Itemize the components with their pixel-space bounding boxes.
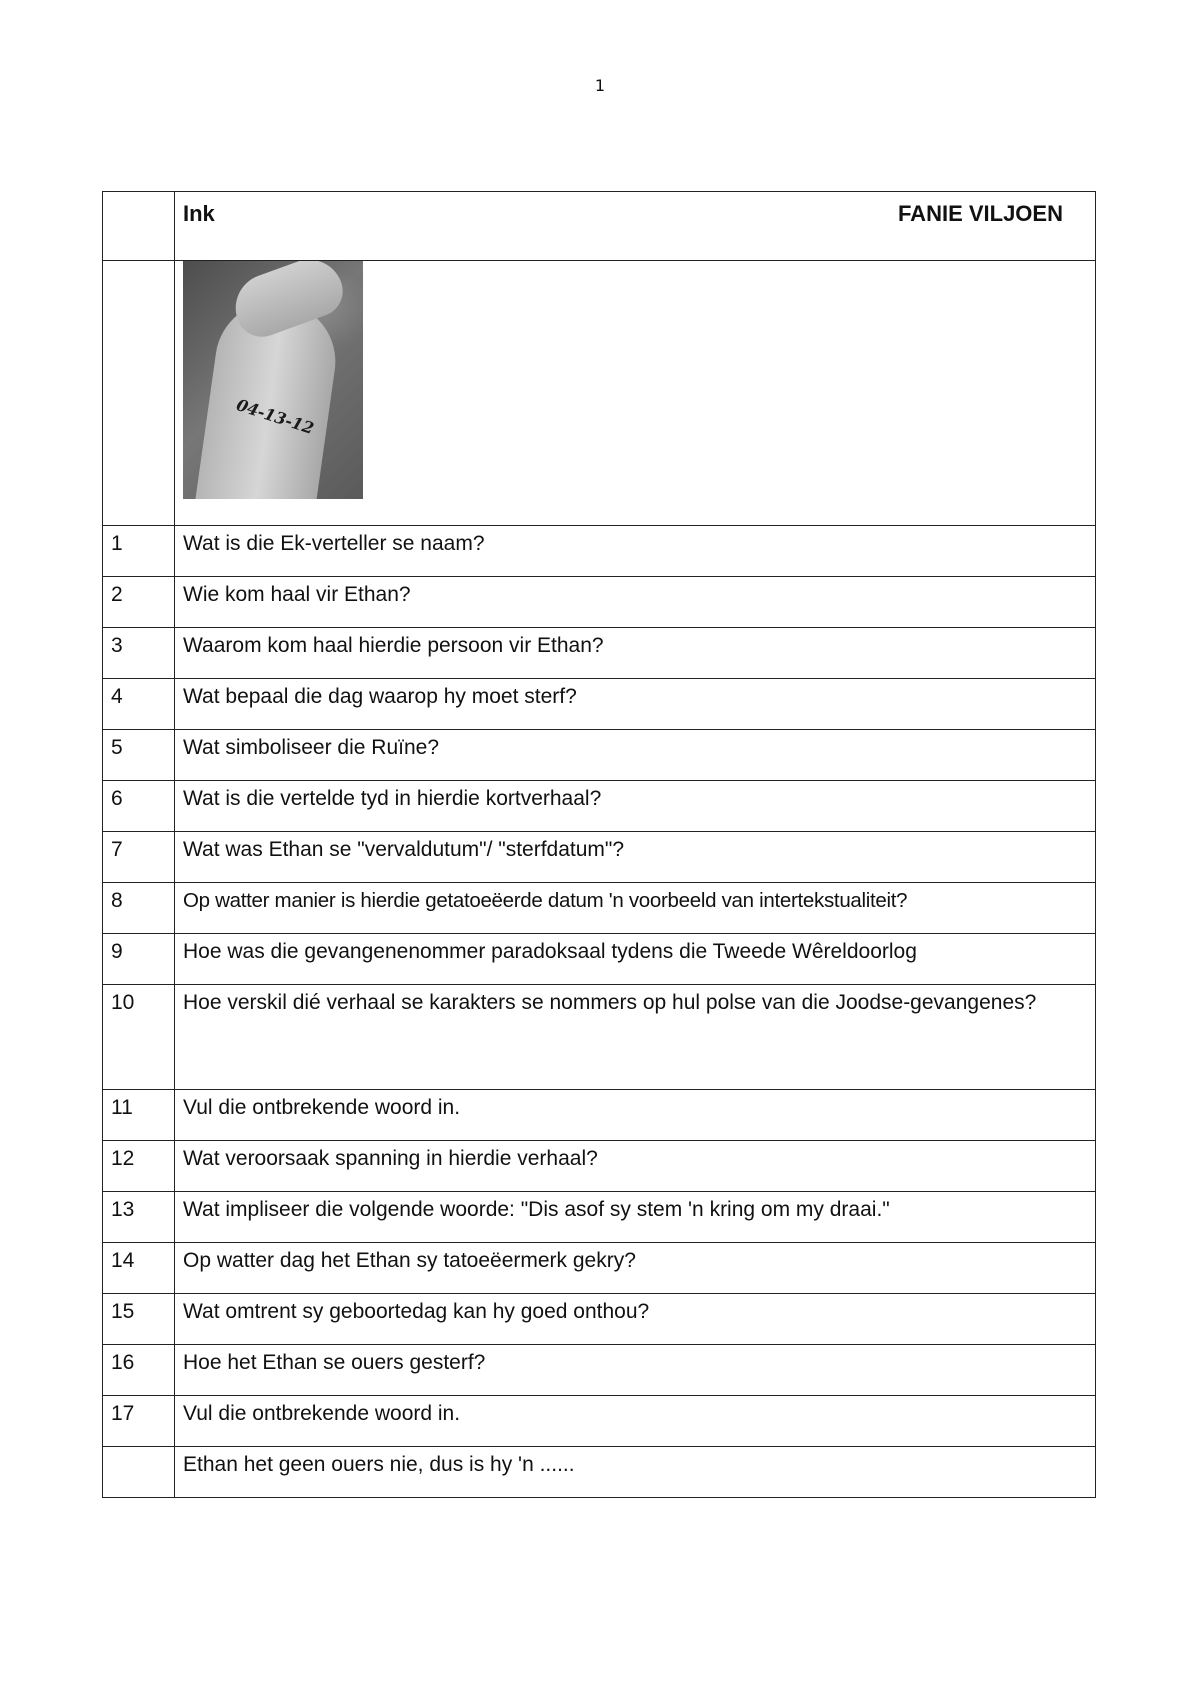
wrist-tattoo-photo bbox=[183, 261, 363, 499]
question-number: 5 bbox=[103, 730, 175, 781]
question-row bbox=[103, 1447, 1096, 1498]
question-number: 11 bbox=[103, 1090, 175, 1141]
question-text: Wat is die Ek-verteller se naam? bbox=[175, 526, 1096, 577]
image-row bbox=[103, 261, 1096, 526]
question-text: Wat bepaal die dag waarop hy moet sterf? bbox=[175, 679, 1096, 730]
header-cell bbox=[175, 192, 1096, 261]
question-text: Wat veroorsaak spanning in hierdie verhaal? bbox=[175, 1141, 1096, 1192]
question-number: 3 bbox=[103, 628, 175, 679]
story-title: Ink bbox=[183, 201, 215, 226]
question-number: 7 bbox=[103, 832, 175, 883]
question-text: Waarom kom haal hierdie persoon vir Ethan? bbox=[175, 628, 1096, 679]
question-row bbox=[103, 730, 1096, 781]
question-row bbox=[103, 1294, 1096, 1345]
question-number bbox=[103, 1447, 175, 1498]
header-empty-cell bbox=[103, 192, 175, 261]
question-row bbox=[103, 1141, 1096, 1192]
question-row bbox=[103, 679, 1096, 730]
question-text: Ethan het geen ouers nie, dus is hy 'n ...... bbox=[175, 1447, 1096, 1498]
question-row bbox=[103, 1396, 1096, 1447]
image-cell bbox=[175, 261, 1096, 526]
header-row bbox=[103, 192, 1096, 261]
question-number: 17 bbox=[103, 1396, 175, 1447]
question-row bbox=[103, 577, 1096, 628]
question-text: Op watter manier is hierdie getatoeëerde datum 'n voorbeeld van intertekstualiteit? bbox=[175, 883, 1096, 934]
question-row bbox=[103, 1243, 1096, 1294]
question-row bbox=[103, 1345, 1096, 1396]
question-number: 4 bbox=[103, 679, 175, 730]
question-text bbox=[175, 985, 1096, 1090]
question-number: 15 bbox=[103, 1294, 175, 1345]
question-number: 9 bbox=[103, 934, 175, 985]
question-text: Wie kom haal vir Ethan? bbox=[175, 577, 1096, 628]
question-text-body: Hoe verskil dié verhaal se karakters se nommers op hul polse van die Joodse-gevangenes? bbox=[183, 991, 1037, 1014]
question-number: 1 bbox=[103, 526, 175, 577]
question-text: Op watter dag het Ethan sy tatoeëermerk gekry? bbox=[175, 1243, 1096, 1294]
worksheet-table bbox=[102, 191, 1096, 1498]
question-text: Wat omtrent sy geboortedag kan hy goed onthou? bbox=[175, 1294, 1096, 1345]
question-text: Vul die ontbrekende woord in. bbox=[175, 1090, 1096, 1141]
tattoo-date: 04-13-12 bbox=[234, 395, 317, 438]
question-text: Hoe het Ethan se ouers gesterf? bbox=[175, 1345, 1096, 1396]
question-text: Vul die ontbrekende woord in. bbox=[175, 1396, 1096, 1447]
question-row bbox=[103, 526, 1096, 577]
question-number: 6 bbox=[103, 781, 175, 832]
question-text: Wat simboliseer die Ruïne? bbox=[175, 730, 1096, 781]
question-text: Wat impliseer die volgende woorde: "Dis asof sy stem 'n kring om my draai." bbox=[175, 1192, 1096, 1243]
question-text: Hoe was die gevangenenommer paradoksaal tydens die Tweede Wêreldoorlog bbox=[175, 934, 1096, 985]
image-empty-cell bbox=[103, 261, 175, 526]
question-row bbox=[103, 883, 1096, 934]
question-row bbox=[103, 832, 1096, 883]
question-number: 10 bbox=[103, 985, 175, 1090]
question-number: 13 bbox=[103, 1192, 175, 1243]
page-number: 1 bbox=[594, 76, 606, 95]
author-name: FANIE VILJOEN bbox=[897, 201, 1063, 226]
question-row bbox=[103, 985, 1096, 1090]
question-row bbox=[103, 781, 1096, 832]
question-number: 14 bbox=[103, 1243, 175, 1294]
question-text: Wat is die vertelde tyd in hierdie kortverhaal? bbox=[175, 781, 1096, 832]
question-row bbox=[103, 1192, 1096, 1243]
question-number: 16 bbox=[103, 1345, 175, 1396]
question-text: Wat was Ethan se "vervaldutum"/ "sterfdatum"? bbox=[175, 832, 1096, 883]
question-number: 2 bbox=[103, 577, 175, 628]
question-row bbox=[103, 628, 1096, 679]
question-number: 8 bbox=[103, 883, 175, 934]
question-number: 12 bbox=[103, 1141, 175, 1192]
question-row bbox=[103, 1090, 1096, 1141]
